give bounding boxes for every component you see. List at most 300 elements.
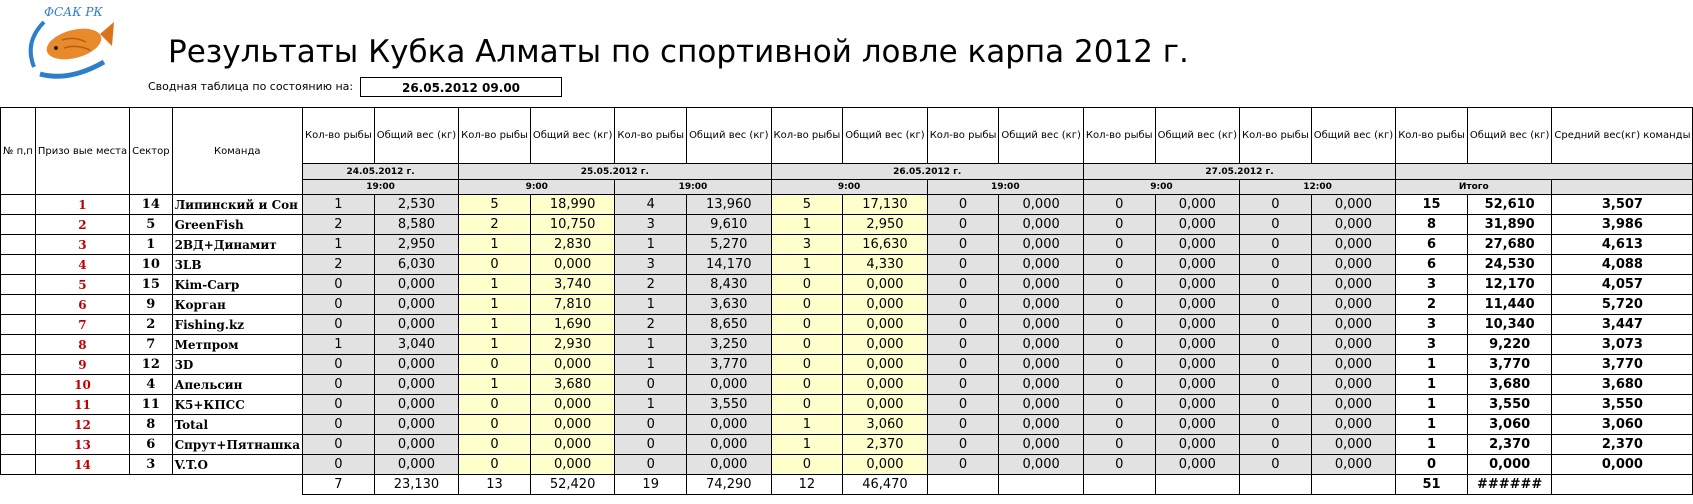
- total-count-cell[interactable]: 15: [1396, 195, 1468, 215]
- total-weight-cell[interactable]: 10,340: [1467, 315, 1551, 335]
- avg-weight-cell[interactable]: 5,720: [1552, 295, 1693, 315]
- weight-cell[interactable]: 0,000: [1155, 395, 1239, 415]
- count-cell[interactable]: 0: [1083, 215, 1155, 235]
- place-cell[interactable]: 9: [35, 355, 129, 375]
- row-num-cell[interactable]: [1, 455, 36, 475]
- count-cell[interactable]: 0: [303, 415, 375, 435]
- count-cell[interactable]: 0: [771, 375, 843, 395]
- weight-cell[interactable]: 0,000: [1311, 395, 1395, 415]
- count-cell[interactable]: 0: [1083, 295, 1155, 315]
- count-cell[interactable]: 1: [771, 215, 843, 235]
- weight-cell[interactable]: 0,000: [530, 355, 614, 375]
- avg-weight-cell[interactable]: 4,088: [1552, 255, 1693, 275]
- total-count-cell[interactable]: 6: [1396, 235, 1468, 255]
- total-weight-cell[interactable]: 12,170: [1467, 275, 1551, 295]
- count-cell[interactable]: 0: [1083, 195, 1155, 215]
- weight-cell[interactable]: 18,990: [530, 195, 614, 215]
- weight-cell[interactable]: 0,000: [843, 315, 927, 335]
- count-cell[interactable]: 0: [1083, 375, 1155, 395]
- count-cell[interactable]: 2: [303, 255, 375, 275]
- count-cell[interactable]: 0: [771, 395, 843, 415]
- row-num-cell[interactable]: [1, 195, 36, 215]
- count-cell[interactable]: 0: [771, 275, 843, 295]
- place-cell[interactable]: 11: [35, 395, 129, 415]
- count-cell[interactable]: 0: [1240, 315, 1312, 335]
- count-cell[interactable]: 2: [615, 275, 687, 295]
- count-cell[interactable]: 0: [927, 275, 999, 295]
- weight-cell[interactable]: 0,000: [1311, 215, 1395, 235]
- avg-weight-cell[interactable]: 0,000: [1552, 455, 1693, 475]
- place-cell[interactable]: 14: [35, 455, 129, 475]
- total-count-cell[interactable]: 3: [1396, 335, 1468, 355]
- count-cell[interactable]: 0: [1240, 275, 1312, 295]
- count-cell[interactable]: 1: [303, 335, 375, 355]
- row-num-cell[interactable]: [1, 215, 36, 235]
- count-cell[interactable]: 2: [303, 215, 375, 235]
- weight-cell[interactable]: 0,000: [1311, 235, 1395, 255]
- weight-cell[interactable]: 1,690: [530, 315, 614, 335]
- count-cell[interactable]: 0: [1240, 295, 1312, 315]
- weight-cell[interactable]: 8,580: [374, 215, 458, 235]
- weight-cell[interactable]: 0,000: [1155, 235, 1239, 255]
- sum-count-cell[interactable]: [1240, 475, 1312, 495]
- count-cell[interactable]: 1: [459, 375, 531, 395]
- count-cell[interactable]: 0: [459, 255, 531, 275]
- weight-cell[interactable]: 0,000: [530, 435, 614, 455]
- count-cell[interactable]: 1: [771, 415, 843, 435]
- count-cell[interactable]: 0: [1083, 315, 1155, 335]
- total-weight-cell[interactable]: 3,770: [1467, 355, 1551, 375]
- count-cell[interactable]: 0: [459, 435, 531, 455]
- total-count-cell[interactable]: 3: [1396, 315, 1468, 335]
- weight-cell[interactable]: 0,000: [530, 455, 614, 475]
- count-cell[interactable]: 1: [771, 255, 843, 275]
- weight-cell[interactable]: 0,000: [374, 355, 458, 375]
- count-cell[interactable]: 0: [927, 195, 999, 215]
- total-weight-cell[interactable]: 3,680: [1467, 375, 1551, 395]
- weight-cell[interactable]: 16,630: [843, 235, 927, 255]
- row-num-cell[interactable]: [1, 235, 36, 255]
- total-weight-cell[interactable]: 52,610: [1467, 195, 1551, 215]
- count-cell[interactable]: 3: [615, 215, 687, 235]
- row-num-cell[interactable]: [1, 275, 36, 295]
- weight-cell[interactable]: 0,000: [530, 395, 614, 415]
- weight-cell[interactable]: 0,000: [687, 455, 771, 475]
- team-cell[interactable]: Липинский и Сон: [172, 195, 302, 215]
- place-cell[interactable]: 7: [35, 315, 129, 335]
- count-cell[interactable]: 1: [459, 295, 531, 315]
- weight-cell[interactable]: 0,000: [374, 375, 458, 395]
- sum-weight-cell[interactable]: 23,130: [374, 475, 458, 495]
- count-cell[interactable]: 0: [1240, 355, 1312, 375]
- sector-cell[interactable]: 3: [130, 455, 172, 475]
- count-cell[interactable]: 0: [1083, 435, 1155, 455]
- count-cell[interactable]: 1: [615, 235, 687, 255]
- weight-cell[interactable]: 3,060: [843, 415, 927, 435]
- count-cell[interactable]: 0: [1083, 255, 1155, 275]
- count-cell[interactable]: 5: [459, 195, 531, 215]
- count-cell[interactable]: 0: [1240, 255, 1312, 275]
- weight-cell[interactable]: 0,000: [999, 375, 1083, 395]
- avg-weight-cell[interactable]: 3,507: [1552, 195, 1693, 215]
- count-cell[interactable]: 0: [927, 395, 999, 415]
- sector-cell[interactable]: 2: [130, 315, 172, 335]
- weight-cell[interactable]: 0,000: [530, 415, 614, 435]
- weight-cell[interactable]: 0,000: [1311, 295, 1395, 315]
- weight-cell[interactable]: 0,000: [1311, 435, 1395, 455]
- sum-weight-cell[interactable]: 74,290: [687, 475, 771, 495]
- row-num-cell[interactable]: [1, 295, 36, 315]
- count-cell[interactable]: 1: [459, 315, 531, 335]
- avg-weight-cell[interactable]: 3,986: [1552, 215, 1693, 235]
- weight-cell[interactable]: 0,000: [374, 295, 458, 315]
- sector-cell[interactable]: 9: [130, 295, 172, 315]
- weight-cell[interactable]: 0,000: [1155, 315, 1239, 335]
- total-weight-cell[interactable]: 27,680: [1467, 235, 1551, 255]
- sum-count-cell[interactable]: 51: [1396, 475, 1468, 495]
- sum-weight-cell[interactable]: [1155, 475, 1239, 495]
- weight-cell[interactable]: 6,030: [374, 255, 458, 275]
- weight-cell[interactable]: 0,000: [999, 335, 1083, 355]
- weight-cell[interactable]: 3,550: [687, 395, 771, 415]
- avg-weight-cell[interactable]: 4,613: [1552, 235, 1693, 255]
- count-cell[interactable]: 0: [927, 235, 999, 255]
- weight-cell[interactable]: 0,000: [1311, 375, 1395, 395]
- total-count-cell[interactable]: 1: [1396, 415, 1468, 435]
- weight-cell[interactable]: 0,000: [1155, 255, 1239, 275]
- count-cell[interactable]: 0: [615, 435, 687, 455]
- weight-cell[interactable]: 0,000: [374, 415, 458, 435]
- weight-cell[interactable]: 0,000: [374, 395, 458, 415]
- weight-cell[interactable]: 0,000: [999, 255, 1083, 275]
- count-cell[interactable]: 0: [459, 455, 531, 475]
- total-weight-cell[interactable]: 9,220: [1467, 335, 1551, 355]
- weight-cell[interactable]: 0,000: [530, 255, 614, 275]
- count-cell[interactable]: 0: [927, 255, 999, 275]
- count-cell[interactable]: 0: [927, 455, 999, 475]
- count-cell[interactable]: 0: [927, 335, 999, 355]
- team-cell[interactable]: 3LB: [172, 255, 302, 275]
- weight-cell[interactable]: 0,000: [1155, 335, 1239, 355]
- place-cell[interactable]: 10: [35, 375, 129, 395]
- total-count-cell[interactable]: 3: [1396, 275, 1468, 295]
- weight-cell[interactable]: 0,000: [999, 355, 1083, 375]
- total-count-cell[interactable]: 2: [1396, 295, 1468, 315]
- count-cell[interactable]: 0: [771, 295, 843, 315]
- count-cell[interactable]: 0: [927, 215, 999, 235]
- weight-cell[interactable]: 0,000: [1311, 255, 1395, 275]
- weight-cell[interactable]: 0,000: [1155, 415, 1239, 435]
- count-cell[interactable]: 5: [771, 195, 843, 215]
- avg-weight-cell[interactable]: 3,060: [1552, 415, 1693, 435]
- place-cell[interactable]: 2: [35, 215, 129, 235]
- avg-weight-cell[interactable]: 3,073: [1552, 335, 1693, 355]
- count-cell[interactable]: 0: [615, 375, 687, 395]
- sum-count-cell[interactable]: 7: [303, 475, 375, 495]
- weight-cell[interactable]: 0,000: [1311, 195, 1395, 215]
- row-num-cell[interactable]: [1, 355, 36, 375]
- team-cell[interactable]: Апельсин: [172, 375, 302, 395]
- weight-cell[interactable]: 0,000: [843, 335, 927, 355]
- sector-cell[interactable]: 15: [130, 275, 172, 295]
- count-cell[interactable]: 0: [771, 455, 843, 475]
- total-count-cell[interactable]: 1: [1396, 375, 1468, 395]
- count-cell[interactable]: 0: [1083, 335, 1155, 355]
- count-cell[interactable]: 0: [303, 455, 375, 475]
- weight-cell[interactable]: 5,270: [687, 235, 771, 255]
- weight-cell[interactable]: 0,000: [1155, 275, 1239, 295]
- count-cell[interactable]: 0: [459, 415, 531, 435]
- weight-cell[interactable]: 3,740: [530, 275, 614, 295]
- avg-weight-cell[interactable]: 4,057: [1552, 275, 1693, 295]
- place-cell[interactable]: 5: [35, 275, 129, 295]
- count-cell[interactable]: 0: [771, 315, 843, 335]
- weight-cell[interactable]: 0,000: [1155, 375, 1239, 395]
- count-cell[interactable]: 1: [459, 335, 531, 355]
- weight-cell[interactable]: 0,000: [843, 295, 927, 315]
- team-cell[interactable]: Метпром: [172, 335, 302, 355]
- weight-cell[interactable]: 2,830: [530, 235, 614, 255]
- count-cell[interactable]: 0: [927, 355, 999, 375]
- total-weight-cell[interactable]: 0,000: [1467, 455, 1551, 475]
- weight-cell[interactable]: 9,610: [687, 215, 771, 235]
- row-num-cell[interactable]: [1, 375, 36, 395]
- count-cell[interactable]: 0: [771, 335, 843, 355]
- place-cell[interactable]: 13: [35, 435, 129, 455]
- count-cell[interactable]: 1: [303, 235, 375, 255]
- count-cell[interactable]: 0: [303, 275, 375, 295]
- sum-weight-cell[interactable]: [999, 475, 1083, 495]
- count-cell[interactable]: 1: [615, 335, 687, 355]
- weight-cell[interactable]: 0,000: [1311, 415, 1395, 435]
- weight-cell[interactable]: 8,650: [687, 315, 771, 335]
- count-cell[interactable]: 0: [1083, 455, 1155, 475]
- avg-weight-cell[interactable]: 3,680: [1552, 375, 1693, 395]
- sector-cell[interactable]: 1: [130, 235, 172, 255]
- count-cell[interactable]: 4: [615, 195, 687, 215]
- row-num-cell[interactable]: [1, 315, 36, 335]
- weight-cell[interactable]: 0,000: [843, 455, 927, 475]
- total-weight-cell[interactable]: 11,440: [1467, 295, 1551, 315]
- count-cell[interactable]: 0: [303, 295, 375, 315]
- weight-cell[interactable]: 8,430: [687, 275, 771, 295]
- count-cell[interactable]: 3: [771, 235, 843, 255]
- total-count-cell[interactable]: 1: [1396, 435, 1468, 455]
- weight-cell[interactable]: 0,000: [999, 195, 1083, 215]
- weight-cell[interactable]: 0,000: [999, 295, 1083, 315]
- count-cell[interactable]: 0: [303, 395, 375, 415]
- status-value[interactable]: 26.05.2012 09.00: [360, 77, 562, 97]
- weight-cell[interactable]: 0,000: [999, 455, 1083, 475]
- weight-cell[interactable]: 0,000: [999, 315, 1083, 335]
- count-cell[interactable]: 0: [1240, 215, 1312, 235]
- team-cell[interactable]: K5+КПСС: [172, 395, 302, 415]
- weight-cell[interactable]: 0,000: [374, 455, 458, 475]
- weight-cell[interactable]: 2,530: [374, 195, 458, 215]
- total-count-cell[interactable]: 6: [1396, 255, 1468, 275]
- count-cell[interactable]: 1: [303, 195, 375, 215]
- weight-cell[interactable]: 0,000: [843, 395, 927, 415]
- weight-cell[interactable]: 0,000: [999, 395, 1083, 415]
- sector-cell[interactable]: 7: [130, 335, 172, 355]
- place-cell[interactable]: 6: [35, 295, 129, 315]
- count-cell[interactable]: 0: [1240, 395, 1312, 415]
- weight-cell[interactable]: 0,000: [1155, 215, 1239, 235]
- place-cell[interactable]: 8: [35, 335, 129, 355]
- count-cell[interactable]: 1: [615, 395, 687, 415]
- weight-cell[interactable]: 4,330: [843, 255, 927, 275]
- sum-count-cell[interactable]: [1083, 475, 1155, 495]
- weight-cell[interactable]: 3,680: [530, 375, 614, 395]
- weight-cell[interactable]: 2,930: [530, 335, 614, 355]
- weight-cell[interactable]: 0,000: [374, 315, 458, 335]
- team-cell[interactable]: V.T.O: [172, 455, 302, 475]
- sum-count-cell[interactable]: 13: [459, 475, 531, 495]
- weight-cell[interactable]: 0,000: [1311, 355, 1395, 375]
- count-cell[interactable]: 0: [1083, 235, 1155, 255]
- count-cell[interactable]: 0: [1240, 455, 1312, 475]
- weight-cell[interactable]: 0,000: [1155, 435, 1239, 455]
- sum-weight-cell[interactable]: 52,420: [530, 475, 614, 495]
- team-cell[interactable]: Fishing.kz: [172, 315, 302, 335]
- weight-cell[interactable]: 0,000: [999, 215, 1083, 235]
- count-cell[interactable]: 0: [303, 435, 375, 455]
- row-num-cell[interactable]: [1, 415, 36, 435]
- count-cell[interactable]: 0: [303, 355, 375, 375]
- sector-cell[interactable]: 11: [130, 395, 172, 415]
- count-cell[interactable]: 0: [1240, 435, 1312, 455]
- count-cell[interactable]: 0: [927, 295, 999, 315]
- sum-weight-cell[interactable]: [1311, 475, 1395, 495]
- row-num-cell[interactable]: [1, 335, 36, 355]
- total-count-cell[interactable]: 1: [1396, 355, 1468, 375]
- sum-weight-cell[interactable]: ######: [1467, 475, 1551, 495]
- weight-cell[interactable]: 0,000: [999, 435, 1083, 455]
- team-cell[interactable]: GreenFish: [172, 215, 302, 235]
- total-weight-cell[interactable]: 31,890: [1467, 215, 1551, 235]
- weight-cell[interactable]: 0,000: [687, 435, 771, 455]
- sector-cell[interactable]: 4: [130, 375, 172, 395]
- row-num-cell[interactable]: [1, 435, 36, 455]
- weight-cell[interactable]: 0,000: [1311, 335, 1395, 355]
- count-cell[interactable]: 0: [1083, 395, 1155, 415]
- count-cell[interactable]: 0: [1240, 415, 1312, 435]
- place-cell[interactable]: 1: [35, 195, 129, 215]
- total-count-cell[interactable]: 8: [1396, 215, 1468, 235]
- team-cell[interactable]: Kim-Carp: [172, 275, 302, 295]
- count-cell[interactable]: 0: [927, 375, 999, 395]
- count-cell[interactable]: 0: [1083, 275, 1155, 295]
- count-cell[interactable]: 0: [459, 395, 531, 415]
- avg-weight-cell[interactable]: 2,370: [1552, 435, 1693, 455]
- count-cell[interactable]: 1: [615, 295, 687, 315]
- count-cell[interactable]: 0: [1240, 195, 1312, 215]
- team-cell[interactable]: Корган: [172, 295, 302, 315]
- weight-cell[interactable]: 0,000: [1155, 455, 1239, 475]
- sector-cell[interactable]: 14: [130, 195, 172, 215]
- total-weight-cell[interactable]: 24,530: [1467, 255, 1551, 275]
- sum-weight-cell[interactable]: 46,470: [843, 475, 927, 495]
- weight-cell[interactable]: 0,000: [1311, 315, 1395, 335]
- avg-weight-cell[interactable]: 3,770: [1552, 355, 1693, 375]
- weight-cell[interactable]: 0,000: [1155, 295, 1239, 315]
- place-cell[interactable]: 4: [35, 255, 129, 275]
- team-cell[interactable]: Спрут+Пятнашка: [172, 435, 302, 455]
- row-num-cell[interactable]: [1, 395, 36, 415]
- count-cell[interactable]: 1: [615, 355, 687, 375]
- count-cell[interactable]: 0: [303, 315, 375, 335]
- weight-cell[interactable]: 13,960: [687, 195, 771, 215]
- weight-cell[interactable]: 10,750: [530, 215, 614, 235]
- place-cell[interactable]: 12: [35, 415, 129, 435]
- sum-count-cell[interactable]: 19: [615, 475, 687, 495]
- count-cell[interactable]: 3: [615, 255, 687, 275]
- sum-count-cell[interactable]: 12: [771, 475, 843, 495]
- count-cell[interactable]: 0: [1240, 375, 1312, 395]
- weight-cell[interactable]: 0,000: [1311, 275, 1395, 295]
- count-cell[interactable]: 0: [927, 415, 999, 435]
- sector-cell[interactable]: 12: [130, 355, 172, 375]
- weight-cell[interactable]: 0,000: [843, 355, 927, 375]
- avg-weight-cell[interactable]: 3,447: [1552, 315, 1693, 335]
- row-num-cell[interactable]: [1, 255, 36, 275]
- count-cell[interactable]: 1: [771, 435, 843, 455]
- count-cell[interactable]: 0: [1240, 335, 1312, 355]
- weight-cell[interactable]: 2,950: [374, 235, 458, 255]
- weight-cell[interactable]: 0,000: [999, 235, 1083, 255]
- weight-cell[interactable]: 2,950: [843, 215, 927, 235]
- total-count-cell[interactable]: 0: [1396, 455, 1468, 475]
- weight-cell[interactable]: 3,250: [687, 335, 771, 355]
- weight-cell[interactable]: 2,370: [843, 435, 927, 455]
- team-cell[interactable]: Total: [172, 415, 302, 435]
- count-cell[interactable]: 0: [1240, 235, 1312, 255]
- weight-cell[interactable]: 3,040: [374, 335, 458, 355]
- weight-cell[interactable]: 0,000: [374, 275, 458, 295]
- count-cell[interactable]: 0: [303, 375, 375, 395]
- team-cell[interactable]: 2ВД+Динамит: [172, 235, 302, 255]
- count-cell[interactable]: 2: [459, 215, 531, 235]
- count-cell[interactable]: 0: [615, 415, 687, 435]
- count-cell[interactable]: 0: [771, 355, 843, 375]
- count-cell[interactable]: 0: [615, 455, 687, 475]
- weight-cell[interactable]: 0,000: [374, 435, 458, 455]
- weight-cell[interactable]: 14,170: [687, 255, 771, 275]
- weight-cell[interactable]: 0,000: [999, 415, 1083, 435]
- sector-cell[interactable]: 10: [130, 255, 172, 275]
- count-cell[interactable]: 1: [459, 235, 531, 255]
- weight-cell[interactable]: 0,000: [843, 375, 927, 395]
- total-count-cell[interactable]: 1: [1396, 395, 1468, 415]
- weight-cell[interactable]: 3,770: [687, 355, 771, 375]
- weight-cell[interactable]: 3,630: [687, 295, 771, 315]
- count-cell[interactable]: 0: [459, 355, 531, 375]
- sector-cell[interactable]: 5: [130, 215, 172, 235]
- team-cell[interactable]: 3D: [172, 355, 302, 375]
- weight-cell[interactable]: 0,000: [687, 375, 771, 395]
- total-weight-cell[interactable]: 3,550: [1467, 395, 1551, 415]
- total-weight-cell[interactable]: 2,370: [1467, 435, 1551, 455]
- weight-cell[interactable]: 0,000: [999, 275, 1083, 295]
- place-cell[interactable]: 3: [35, 235, 129, 255]
- weight-cell[interactable]: 0,000: [687, 415, 771, 435]
- count-cell[interactable]: 0: [1083, 355, 1155, 375]
- weight-cell[interactable]: 17,130: [843, 195, 927, 215]
- weight-cell[interactable]: 0,000: [1155, 195, 1239, 215]
- weight-cell[interactable]: 7,810: [530, 295, 614, 315]
- sector-cell[interactable]: 8: [130, 415, 172, 435]
- count-cell[interactable]: 0: [1083, 415, 1155, 435]
